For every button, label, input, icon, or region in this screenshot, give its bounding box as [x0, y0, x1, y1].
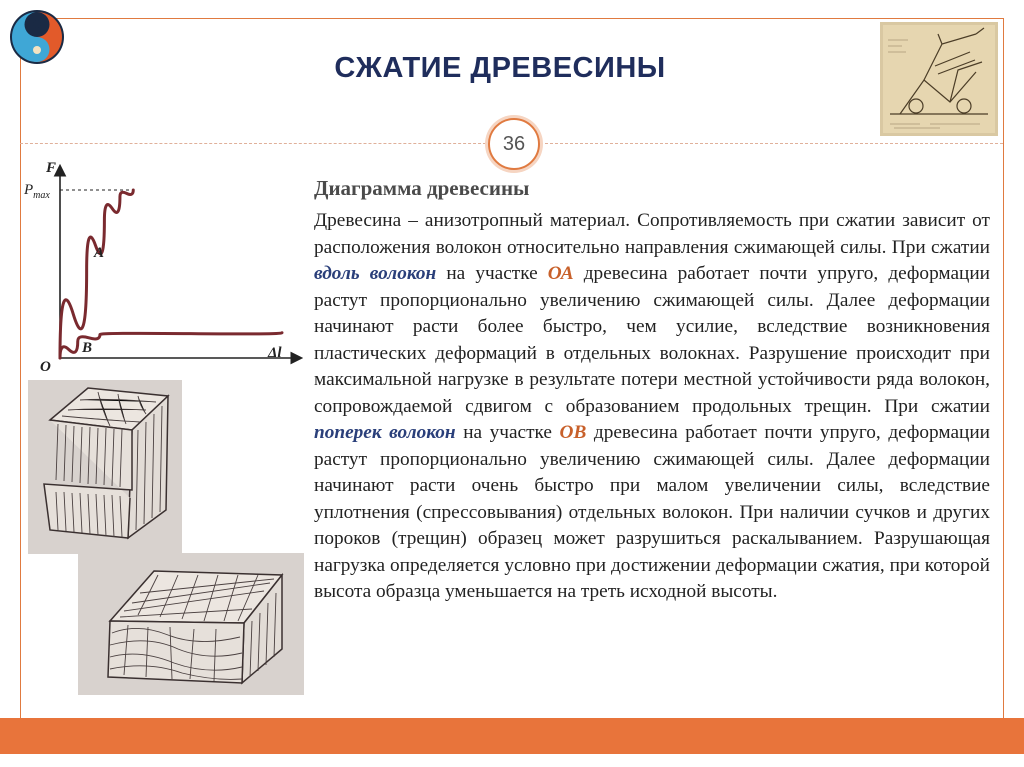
- slide-frame-top: [20, 18, 1004, 19]
- separator-right: [540, 143, 1003, 144]
- highlight-along-fibers: вдоль волокон: [314, 263, 437, 284]
- y-axis-label: F: [46, 160, 57, 176]
- highlight-segment-ob: ОВ: [559, 422, 587, 443]
- wood-sample-along-fibers-image: [28, 380, 182, 554]
- pmax-label: [23, 182, 50, 201]
- catapult-sketch-image: [880, 22, 998, 136]
- page-number-badge: 36: [488, 118, 540, 170]
- body-text-3: древесина работает почти упруго, деформации растут пропорционально увеличению сжимающей силы. Далее деформации начинают расти более быстро, чем усилие, вследствие возникновения пластических деформаций в отдельных волокнах. Разрушение происходит при максимальной нагрузке в результате потери местной устойчивости ряда волокон, сопровождаемой сдвигом с образованием продольных трещин. При сжатии: [314, 263, 991, 417]
- logo-icon: [8, 8, 66, 66]
- body-paragraph: [314, 208, 990, 606]
- highlight-across-fibers: поперек волокон: [314, 422, 456, 443]
- body-text-1: Древесина – анизотропный материал. Сопротивляемость при сжатии зависит от расположения волокон относительно направления сжимающей силы. При сжатии: [314, 210, 990, 258]
- wood-compression-diagram: [22, 155, 312, 375]
- curve-a-label: A: [94, 245, 105, 261]
- separator-left: [20, 143, 486, 144]
- slide-frame-right: [1003, 18, 1004, 720]
- footer-accent-bar: [0, 718, 1024, 754]
- slide-title: СЖАТИЕ ДРЕВЕСИНЫ: [334, 52, 666, 84]
- pmax-main: P: [24, 182, 34, 198]
- highlight-segment-oa: ОА: [547, 263, 574, 284]
- body-text-4: на участке: [455, 422, 560, 443]
- origin-label: O: [40, 359, 51, 375]
- body-text-5: древесина работает почти упруго, деформации растут пропорционально увеличению сжимающей силы. Далее деформации начинают расти очень быстро при малом увеличении силы, вследствие уплотнения (спрессовывания) отдельных волокон. При наличии сучков и других пороков (трещин) образец может разрушиться раскалыванием. Разрушающая нагрузка определяется условно при достижении деформации сжатия, при которой высота образца уменьшается на треть исходной высоты.: [314, 422, 990, 602]
- x-axis-label: Δl: [268, 345, 282, 361]
- slide-frame-left: [20, 18, 21, 720]
- pmax-subscript: max: [33, 190, 50, 201]
- curve-b-label: B: [82, 340, 93, 356]
- body-text-2: на участке: [436, 263, 548, 284]
- wood-sample-across-fibers-image: [78, 553, 304, 695]
- section-subtitle: Диаграмма древесины: [314, 176, 530, 200]
- curve-b-line: [60, 333, 282, 358]
